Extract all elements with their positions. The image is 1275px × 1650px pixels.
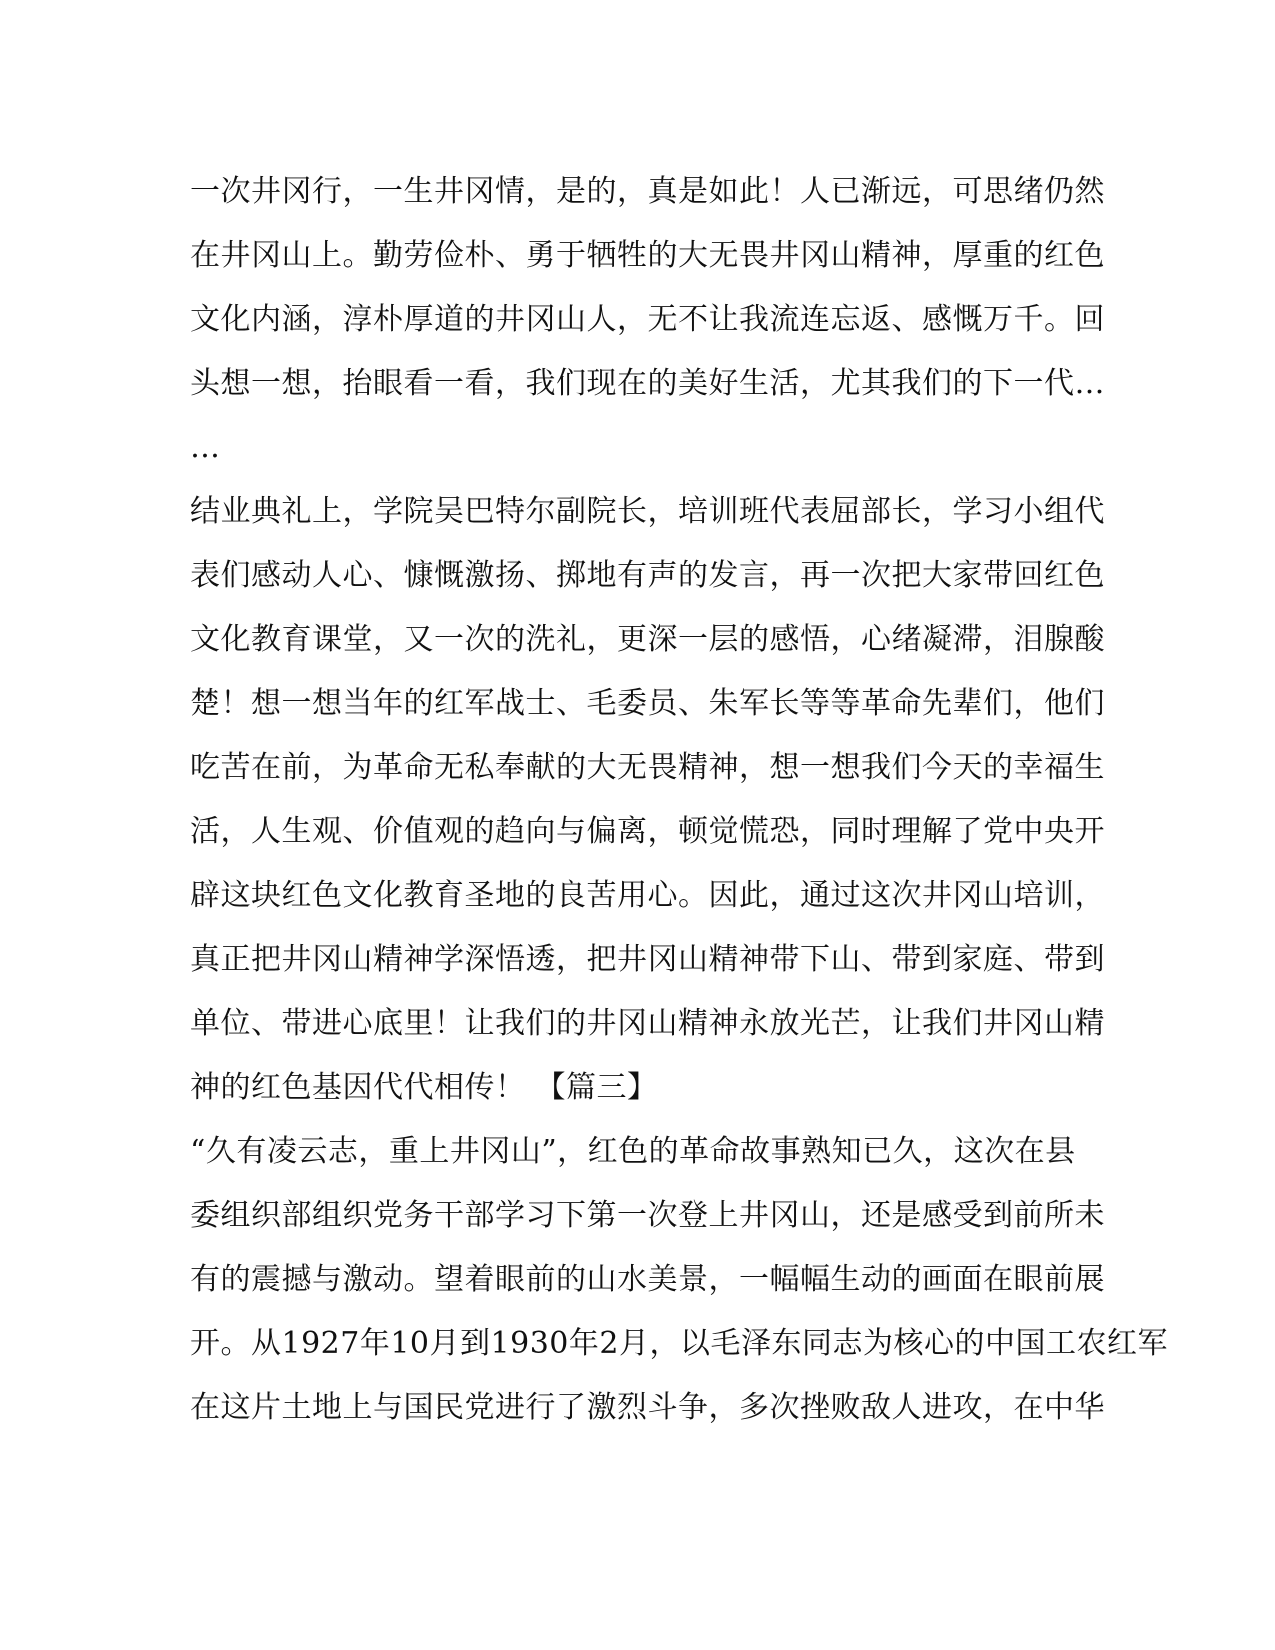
text-line: 吃苦在前，为革命无私奉献的大无畏精神，想一想我们今天的幸福生 bbox=[190, 750, 1105, 785]
text-line: 辟这块红色文化教育圣地的良苦用心。因此，通过这次井冈山培训， bbox=[190, 878, 1105, 913]
text-line: “久有凌云志，重上井冈山”，红色的革命故事熟知已久，这次在县 bbox=[190, 1134, 1076, 1169]
text-line: 在这片土地上与国民党进行了激烈斗争，多次挫败敌人进攻，在中华 bbox=[190, 1390, 1105, 1425]
text-line: 委组织部组织党务干部学习下第一次登上井冈山，还是感受到前所未 bbox=[190, 1198, 1105, 1233]
paragraph-3 bbox=[190, 1120, 1168, 1440]
paragraph-1 bbox=[190, 160, 1105, 480]
paragraph-2 bbox=[190, 480, 1105, 1120]
text-line: 表们感动人心、慷慨激扬、掷地有声的发言，再一次把大家带回红色 bbox=[190, 558, 1105, 593]
text-line: 活，人生观、价值观的趋向与偏离，顿觉慌恐，同时理解了党中央开 bbox=[190, 814, 1105, 849]
text-line: 结业典礼上，学院吴巴特尔副院长，培训班代表屈部长，学习小组代 bbox=[190, 494, 1105, 529]
text-line: 真正把井冈山精神学深悟透，把井冈山精神带下山、带到家庭、带到 bbox=[190, 942, 1105, 977]
text-line: 单位、带进心底里！让我们的井冈山精神永放光芒，让我们井冈山精 bbox=[190, 1006, 1105, 1041]
text-line: 楚！想一想当年的红军战士、毛委员、朱军长等等革命先辈们，他们 bbox=[190, 686, 1105, 721]
text-line: 在井冈山上。勤劳俭朴、勇于牺牲的大无畏井冈山精神，厚重的红色 bbox=[190, 238, 1105, 273]
text-line: 神的红色基因代代相传！ 【篇三】 bbox=[190, 1070, 658, 1105]
text-line: … bbox=[190, 430, 221, 465]
text-line: 文化教育课堂，又一次的洗礼，更深一层的感悟，心绪凝滞，泪腺酸 bbox=[190, 622, 1105, 657]
document-body bbox=[190, 160, 1168, 1440]
text-line: 文化内涵，淳朴厚道的井冈山人，无不让我流连忘返、感慨万千。回 bbox=[190, 302, 1105, 337]
text-line: 有的震撼与激动。望着眼前的山水美景，一幅幅生动的画面在眼前展 bbox=[190, 1262, 1105, 1297]
text-line: 一次井冈行，一生井冈情，是的，真是如此！人已渐远，可思绪仍然 bbox=[190, 174, 1105, 209]
text-line: 头想一想，抬眼看一看，我们现在的美好生活，尤其我们的下一代… bbox=[190, 366, 1105, 401]
text-line: 开。从1927年10月到1930年2月，以毛泽东同志为核心的中国工农红军 bbox=[190, 1326, 1168, 1361]
